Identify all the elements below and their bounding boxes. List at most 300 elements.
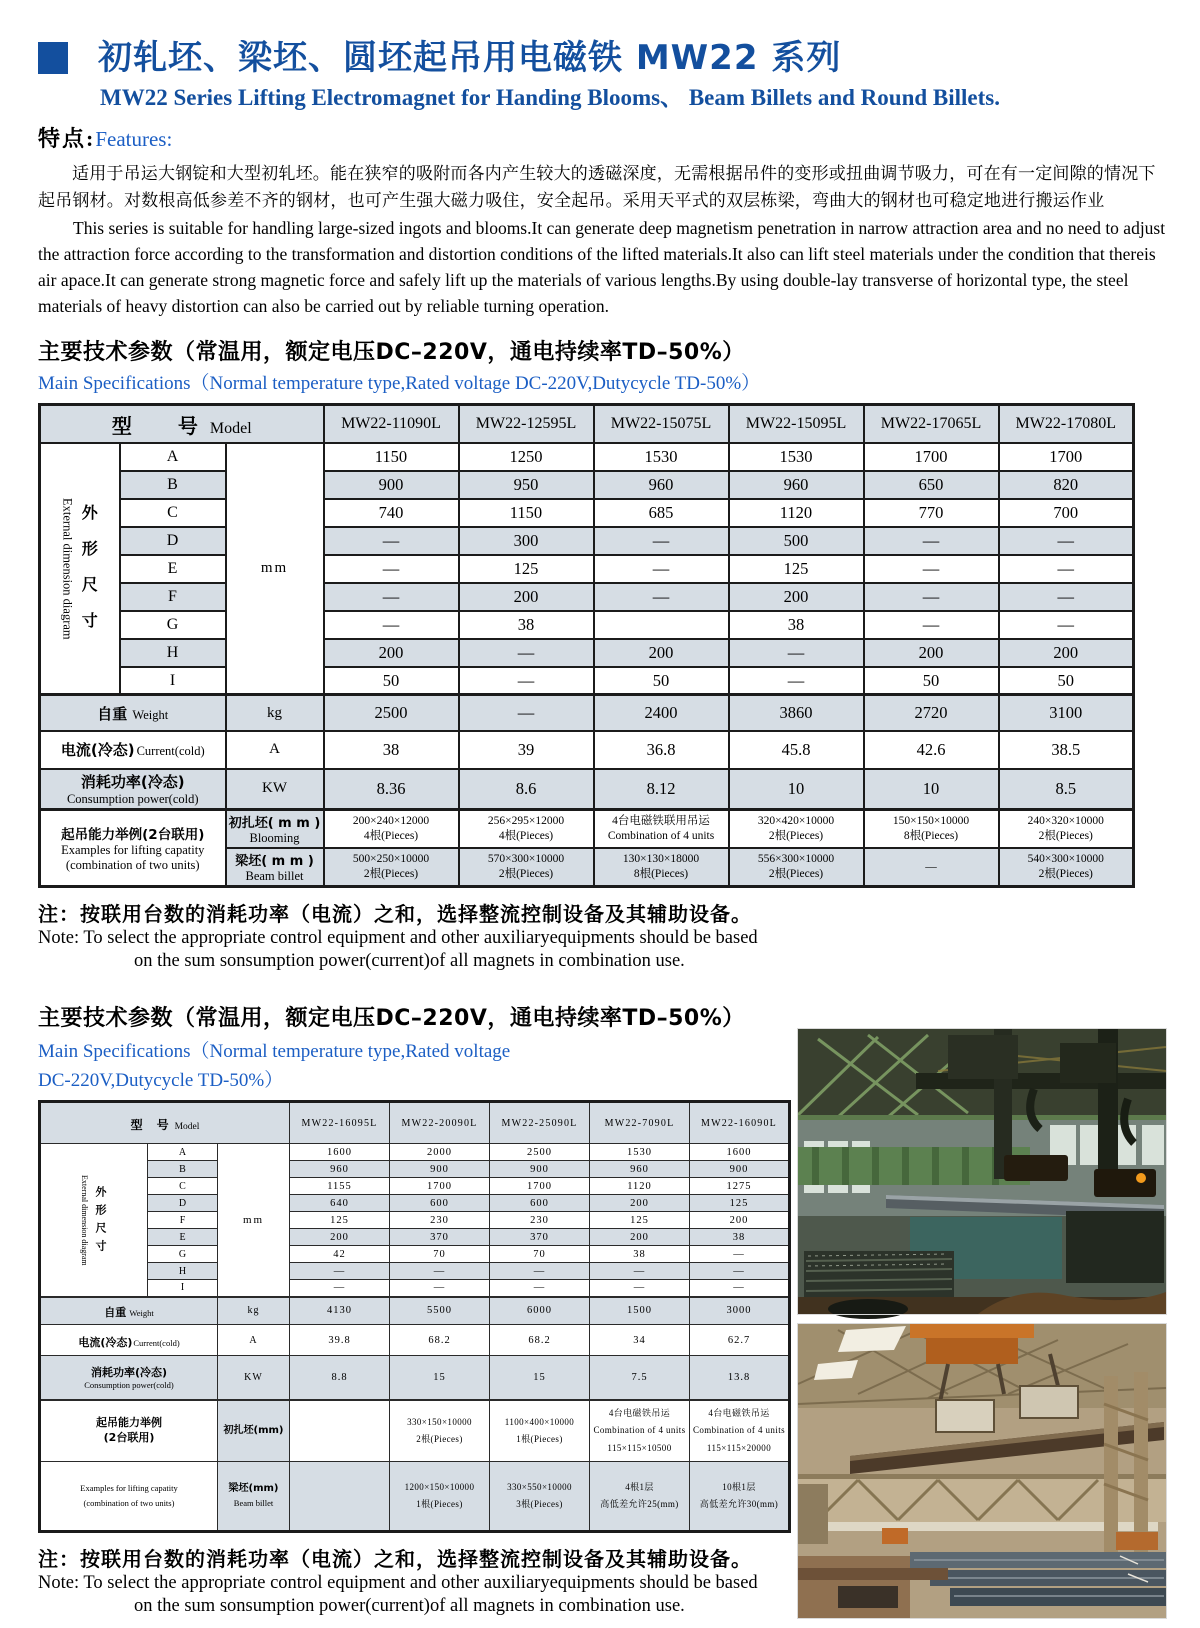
dim-value: — (864, 611, 999, 639)
dimension-label-en: External dimension diagram (60, 497, 75, 640)
cell-line: Beam billet (233, 1498, 274, 1509)
dim-value: — (590, 1280, 690, 1297)
spec-value: 5500 (390, 1297, 490, 1325)
spec-value: 8.36 (324, 769, 459, 810)
dim-value: — (490, 1263, 590, 1280)
lifting-capacity-cell (490, 1400, 590, 1462)
cell-line: 320×420×10000 (757, 815, 835, 828)
dim-value: 200 (290, 1229, 390, 1246)
note-1 (38, 898, 1166, 973)
dim-unit: mm (226, 443, 324, 695)
dim-letter: G (120, 611, 226, 639)
spec-value: 38 (324, 731, 459, 769)
current-row (40, 1325, 790, 1356)
dim-value: 38 (729, 611, 864, 639)
cell-line: Beam billet (245, 868, 304, 883)
spec-value: 2500 (324, 695, 459, 731)
cell-line: Combination of 4 units (692, 1425, 786, 1436)
cell-line: 115×115×10500 (607, 1442, 672, 1453)
spec-table-1-container (38, 403, 1166, 888)
unit-label: kg (226, 695, 324, 731)
note-1-en-line2: on the sum sonsumption power(current)of all magnets in combination use. (134, 951, 685, 972)
dim-letter: E (120, 555, 226, 583)
dim-value: — (864, 583, 999, 611)
lifting-capacity-cell (290, 1400, 390, 1462)
section2-heading-en-line1: Main Specifications（Normal temperature type,Rated voltage (38, 1041, 511, 1063)
model-name: MW22-11090L (324, 405, 459, 443)
dim-value: 200 (594, 639, 729, 667)
note-2-cn: 注：按联用台数的消耗功率（电流）之和，选择整流控制设备及其辅助设备。 (38, 1547, 752, 1572)
section2-heading-cn: 主要技术参数（常温用，额定电压DC–220V，通电持续率TD–50%） (38, 1006, 745, 1032)
dim-value: — (324, 611, 459, 639)
unit-label: A (226, 731, 324, 769)
cell-line: 1100×400×10000 (504, 1416, 575, 1427)
dim-value: — (324, 583, 459, 611)
dim-value: — (324, 555, 459, 583)
model-name: MW22-12595L (459, 405, 594, 443)
spec-table (38, 1100, 791, 1533)
cell-line: Examples for lifting capatity (80, 1482, 178, 1493)
dim-value: 960 (729, 471, 864, 499)
cell-line: 4台电磁铁吊运 (608, 1408, 671, 1419)
dim-value: 125 (729, 555, 864, 583)
dimension-axis-label (40, 1144, 148, 1297)
features-heading (38, 122, 1166, 153)
dimension-row (40, 527, 1134, 555)
spec-value: 10 (729, 769, 864, 810)
dim-value: — (459, 667, 594, 695)
spec-value: 6000 (490, 1297, 590, 1325)
cell-line: 起吊能力举例 (96, 1416, 162, 1430)
dim-value: — (999, 583, 1134, 611)
cell-line: Combination of 4 units (593, 1425, 686, 1436)
cell-line: 1200×150×10000 (404, 1482, 475, 1493)
model-name: MW22-25090L (490, 1102, 590, 1144)
dimension-row (40, 583, 1134, 611)
cell-line: 2根(Pieces) (498, 867, 554, 880)
dim-value: 1700 (490, 1178, 590, 1195)
section2-heading-en-line2: DC-220V,Dutycycle TD-50%） (38, 1070, 284, 1092)
dimension-row (40, 1212, 790, 1229)
row-label (40, 695, 226, 731)
lifting-capacity-cell (999, 848, 1134, 887)
lifting-group-label (40, 1462, 218, 1532)
billet-type-label (226, 848, 324, 887)
dim-value: — (864, 555, 999, 583)
cell-line: 2根(Pieces) (768, 829, 824, 842)
model-name: MW22-16090L (690, 1102, 790, 1144)
unit-label: KW (218, 1356, 290, 1400)
dim-value: — (690, 1246, 790, 1263)
dim-value: — (324, 527, 459, 555)
dim-letter: I (148, 1280, 218, 1297)
dimension-row (40, 555, 1134, 583)
row-label (40, 769, 226, 810)
cell-line: 4根1层 (625, 1482, 654, 1493)
dim-letter: F (120, 583, 226, 611)
lifting-capacity-cell (864, 848, 999, 887)
dim-value: 685 (594, 499, 729, 527)
weight-row (40, 695, 1134, 731)
spec-value: 2720 (864, 695, 999, 731)
dim-value: — (390, 1280, 490, 1297)
lifting-capacity-cell (324, 809, 459, 848)
dim-value: 1530 (729, 443, 864, 471)
dim-value: 1120 (729, 499, 864, 527)
row-label-en: Current(cold) (133, 1337, 180, 1348)
spec-value: 34 (590, 1325, 690, 1356)
dim-value: 50 (594, 667, 729, 695)
lifting-capacity-cell (324, 848, 459, 887)
dim-value: 1150 (324, 443, 459, 471)
unit-label: kg (218, 1297, 290, 1325)
dim-value: 1275 (690, 1178, 790, 1195)
dim-value: 300 (459, 527, 594, 555)
cell-line: 4根(Pieces) (498, 829, 554, 842)
cell-line: 130×130×18000 (622, 853, 700, 866)
note-2-en-line2: on the sum sonsumption power(current)of all magnets in combination use. (134, 1596, 685, 1617)
dim-value: — (690, 1280, 790, 1297)
billet-type-label (226, 809, 324, 848)
dim-value: 950 (459, 471, 594, 499)
dimension-label-cn: 外形尺寸 (79, 503, 99, 648)
dim-value: 1600 (290, 1144, 390, 1161)
dim-value: — (390, 1263, 490, 1280)
lifting-group-label (40, 1400, 218, 1462)
dim-letter: D (148, 1195, 218, 1212)
spec-table (38, 403, 1135, 888)
row-label (40, 731, 226, 769)
row-label (40, 1356, 218, 1400)
photo-column (798, 1029, 1166, 1628)
model-label-cn: 型 号 (111, 413, 200, 438)
dimension-row (40, 1246, 790, 1263)
dim-value: 200 (590, 1195, 690, 1212)
lifting-row (40, 1400, 790, 1462)
dim-value: — (729, 667, 864, 695)
weight-row (40, 1297, 790, 1325)
spec-value: 38.5 (999, 731, 1134, 769)
features-paragraph-cn: 适用于吊运大钢锭和大型初轧坯。能在狭窄的吸附而各内产生较大的透磁深度，无需根据吊件的变形或扭曲调节吸力，可在有一定间隙的情况下起吊钢材。对数根高低参差不齐的钢材，也可产生强大磁力吸住，安全起吊。采用天平式的双层栋梁，弯曲大的钢材也可稳定地进行搬运作业 (38, 164, 1156, 211)
lifting-capacity-cell (290, 1462, 390, 1532)
cell-line: 200×240×12000 (352, 815, 430, 828)
spec-value: 10 (864, 769, 999, 810)
row-label (40, 1325, 218, 1356)
dim-value: 740 (324, 499, 459, 527)
dim-letter: G (148, 1246, 218, 1263)
model-header-label (40, 1102, 290, 1144)
dim-value: 370 (390, 1229, 490, 1246)
spec-value: 39.8 (290, 1325, 390, 1356)
row-label-cn: 电流(冷态) (78, 1335, 133, 1349)
spec-value: 68.2 (490, 1325, 590, 1356)
spec-value: — (459, 695, 594, 731)
dim-letter: D (120, 527, 226, 555)
side-wrap (43, 490, 117, 648)
cell-line: 8根(Pieces) (903, 829, 959, 842)
factory-lifting-photo-bottom (798, 1324, 1166, 1618)
dim-value: 1700 (999, 443, 1134, 471)
dim-value: — (729, 639, 864, 667)
dimension-axis-label (40, 443, 120, 695)
dim-value: 50 (864, 667, 999, 695)
dimension-row (40, 1161, 790, 1178)
dim-value: 700 (999, 499, 1134, 527)
lifting-capacity-cell (459, 809, 594, 848)
cell-line: 起吊能力举例(2台联用) (61, 826, 205, 843)
dim-letter: C (148, 1178, 218, 1195)
spec-value: 39 (459, 731, 594, 769)
cell-line: 115×115×20000 (706, 1442, 772, 1453)
dim-value: 125 (690, 1195, 790, 1212)
spec-value: 8.6 (459, 769, 594, 810)
row-label-cn: 消耗功率(冷态) (90, 1366, 168, 1380)
spec-value: 8.5 (999, 769, 1134, 810)
cell-line: (combination of two units) (65, 857, 200, 872)
dimension-row (40, 667, 1134, 695)
cell-line: (2台联用) (103, 1430, 155, 1444)
dim-value: — (290, 1263, 390, 1280)
spec-value: 15 (390, 1356, 490, 1400)
dim-value: 230 (490, 1212, 590, 1229)
lifting-capacity-cell (459, 848, 594, 887)
dimension-row (40, 1144, 790, 1161)
dim-value: 38 (590, 1246, 690, 1263)
dim-value: 770 (864, 499, 999, 527)
cell-line: 2根(Pieces) (416, 1433, 463, 1444)
lifting-capacity-cell (690, 1400, 790, 1462)
dim-value: 2500 (490, 1144, 590, 1161)
spec-value: 42.6 (864, 731, 999, 769)
note-2-en-line1: Note: To select the appropriate control equipment and other auxiliaryequipments should be based (38, 1573, 758, 1594)
lifting-capacity-cell (999, 809, 1134, 848)
features-paragraph-en: This series is suitable for handling large-sized ingots and blooms.It can generate deep magnetism penetration in narrow attraction area and no need to adjust the attraction force according to the transformation and distortion conditions of the lifted materials.It also can lift steel materials under the condition that thereis air apace.It can generate strong magnetic force and safely lift up the materials of various lengths.By using double-lay transverse of horizontal type, the steel materials of heavy distortion can also be carried out by reliable turning operation. (38, 217, 1166, 316)
section2-left-column (38, 1001, 792, 1618)
spec-value: 3860 (729, 695, 864, 731)
cell-line: 梁坯(mm) (228, 1483, 279, 1495)
lifting-capacity-cell (864, 809, 999, 848)
dim-value: — (864, 527, 999, 555)
dim-value: — (999, 611, 1134, 639)
billet-type-label (218, 1462, 290, 1532)
model-label-cn: 型 号 (130, 1117, 170, 1132)
cell-line: 2根(Pieces) (1038, 829, 1093, 842)
dim-value: — (590, 1263, 690, 1280)
model-name: MW22-15075L (594, 405, 729, 443)
factory-lifting-photo-top (798, 1029, 1166, 1314)
spec-value: 68.2 (390, 1325, 490, 1356)
note-1-en-line1: Note: To select the appropriate control equipment and other auxiliaryequipments should be based (38, 927, 758, 948)
spec-value: 45.8 (729, 731, 864, 769)
cell-line: 10根1层 (722, 1482, 756, 1493)
page-title-cn: 初轧坯、梁坯、圆坯起吊用电磁铁 MW22 系列 (98, 38, 842, 78)
dim-value: — (490, 1280, 590, 1297)
spec-value: 62.7 (690, 1325, 790, 1356)
cell-line: 150×150×10000 (892, 815, 970, 828)
dim-letter: H (120, 639, 226, 667)
spec-value: 3100 (999, 695, 1134, 731)
model-header-row (40, 1102, 790, 1144)
dim-value: 125 (590, 1212, 690, 1229)
dim-value: — (594, 555, 729, 583)
page-title-en: MW22 Series Lifting Electromagnet for Handing Blooms、 Beam Billets and Round Billets. (100, 84, 1000, 110)
dim-letter: B (120, 471, 226, 499)
dim-value: 1150 (459, 499, 594, 527)
cell-line: Combination of 4 units (607, 829, 715, 842)
dim-value: 650 (864, 471, 999, 499)
dim-value: — (999, 527, 1134, 555)
cell-line: 初扎坯( m m ) (228, 815, 321, 831)
dim-value: 900 (390, 1161, 490, 1178)
row-label-en: Current(cold) (136, 744, 205, 759)
row-label-en: Consumption power(cold) (66, 791, 199, 806)
current-row (40, 731, 1134, 769)
unit-label: KW (226, 769, 324, 810)
lifting-capacity-cell (594, 809, 729, 848)
spec-value: 4130 (290, 1297, 390, 1325)
row-label-en: Consumption power(cold) (84, 1380, 174, 1391)
dim-value: 200 (690, 1212, 790, 1229)
model-name: MW22-20090L (390, 1102, 490, 1144)
cell-line: 梁坯( m m ) (235, 853, 314, 869)
dimension-row (40, 1229, 790, 1246)
dim-value: 960 (290, 1161, 390, 1178)
side-wrap (43, 1175, 145, 1266)
dim-value: 230 (390, 1212, 490, 1229)
spec-value: 8.8 (290, 1356, 390, 1400)
dimension-row (40, 639, 1134, 667)
cell-line: 4台电磁铁联用吊运 (612, 815, 710, 828)
dimension-row (40, 1178, 790, 1195)
dimension-row (40, 1280, 790, 1297)
cell-line: 初扎坯(mm) (223, 1424, 284, 1436)
dimension-row (40, 443, 1134, 471)
row-label-cn: 电流(冷态) (60, 741, 135, 760)
spec-table-2-container (38, 1100, 792, 1533)
dim-value: 600 (490, 1195, 590, 1212)
cell-line: — (925, 860, 937, 873)
unit-label: A (218, 1325, 290, 1356)
dim-value: 1155 (290, 1178, 390, 1195)
cell-line: 高低差允许25(mm) (600, 1499, 679, 1510)
cell-line: 1根(Pieces) (516, 1433, 563, 1444)
lifting-capacity-cell (590, 1462, 690, 1532)
cell-line: 256×295×12000 (487, 815, 565, 828)
dim-value: 1600 (690, 1144, 790, 1161)
cell-line: Blooming (249, 830, 300, 845)
spec-value: 15 (490, 1356, 590, 1400)
note-2 (38, 1543, 792, 1618)
cell-line: 556×300×10000 (757, 853, 835, 866)
cell-line: 1根(Pieces) (416, 1499, 463, 1510)
row-label-cn: 自重 (97, 704, 128, 723)
spec-value: 36.8 (594, 731, 729, 769)
section1-heading (38, 335, 1166, 395)
dim-value: 125 (459, 555, 594, 583)
lifting-capacity-cell (729, 848, 864, 887)
model-name: MW22-17065L (864, 405, 999, 443)
title-row (38, 38, 1166, 79)
dim-value: — (290, 1280, 390, 1297)
cell-line: 540×300×10000 (1027, 853, 1104, 866)
dim-value: 70 (490, 1246, 590, 1263)
lifting-capacity-cell (594, 848, 729, 887)
model-header-label (40, 405, 324, 443)
dimension-row (40, 1263, 790, 1280)
dim-value: 200 (324, 639, 459, 667)
row-label (40, 1297, 218, 1325)
spec-value: 8.12 (594, 769, 729, 810)
dim-value: 1530 (590, 1144, 690, 1161)
dimension-row (40, 471, 1134, 499)
dim-value: 1250 (459, 443, 594, 471)
lifting-row (40, 809, 1134, 848)
model-label-en: Model (209, 419, 252, 437)
dim-letter: B (148, 1161, 218, 1178)
dim-value: 200 (999, 639, 1134, 667)
cell-line: 330×150×10000 (407, 1416, 472, 1427)
cell-line: 2根(Pieces) (768, 867, 824, 880)
cell-line: 2根(Pieces) (1038, 867, 1093, 880)
model-name: MW22-15095L (729, 405, 864, 443)
dim-value: 38 (459, 611, 594, 639)
dim-value: 900 (490, 1161, 590, 1178)
dimension-label-cn: 外形尺寸 (94, 1186, 107, 1259)
cell-line: 8根(Pieces) (633, 867, 689, 880)
spec-value: 1500 (590, 1297, 690, 1325)
dim-value (594, 611, 729, 639)
features-label-en: Features: (95, 127, 173, 152)
title-bullet-square (38, 42, 68, 74)
dim-unit: mm (218, 1144, 290, 1297)
dim-value: 1530 (594, 443, 729, 471)
dim-letter: I (120, 667, 226, 695)
dim-value: 600 (390, 1195, 490, 1212)
model-name: MW22-7090L (590, 1102, 690, 1144)
cell-line: 4台电磁铁吊运 (708, 1408, 770, 1419)
lifting-capacity-cell (390, 1400, 490, 1462)
power-row (40, 1356, 790, 1400)
dim-value: — (459, 639, 594, 667)
dim-value: 1120 (590, 1178, 690, 1195)
lifting-capacity-cell (729, 809, 864, 848)
row-label-en: Weight (127, 1308, 154, 1319)
dim-letter: A (148, 1144, 218, 1161)
model-label-en: Model (174, 1121, 200, 1132)
section1-heading-en: Main Specifications（Normal temperature type,Rated voltage DC-220V,Dutycycle TD-50%） (38, 373, 761, 395)
lifting-capacity-cell (390, 1462, 490, 1532)
dim-value: 200 (864, 639, 999, 667)
dim-value: 900 (690, 1161, 790, 1178)
dim-value: — (594, 583, 729, 611)
section-2 (38, 1001, 1166, 1618)
dim-value: 370 (490, 1229, 590, 1246)
dim-value: 125 (290, 1212, 390, 1229)
dim-value: 1700 (390, 1178, 490, 1195)
dim-letter: A (120, 443, 226, 471)
cell-line: 3根(Pieces) (516, 1499, 563, 1510)
cell-line: 2根(Pieces) (363, 867, 419, 880)
dim-value: 820 (999, 471, 1134, 499)
billet-type-label (218, 1400, 290, 1462)
dim-value: — (690, 1263, 790, 1280)
dim-value: 50 (324, 667, 459, 695)
dimension-row (40, 1195, 790, 1212)
row-label-cn: 自重 (104, 1306, 127, 1320)
dim-letter: F (148, 1212, 218, 1229)
lifting-row (40, 1462, 790, 1532)
dim-value: 200 (729, 583, 864, 611)
